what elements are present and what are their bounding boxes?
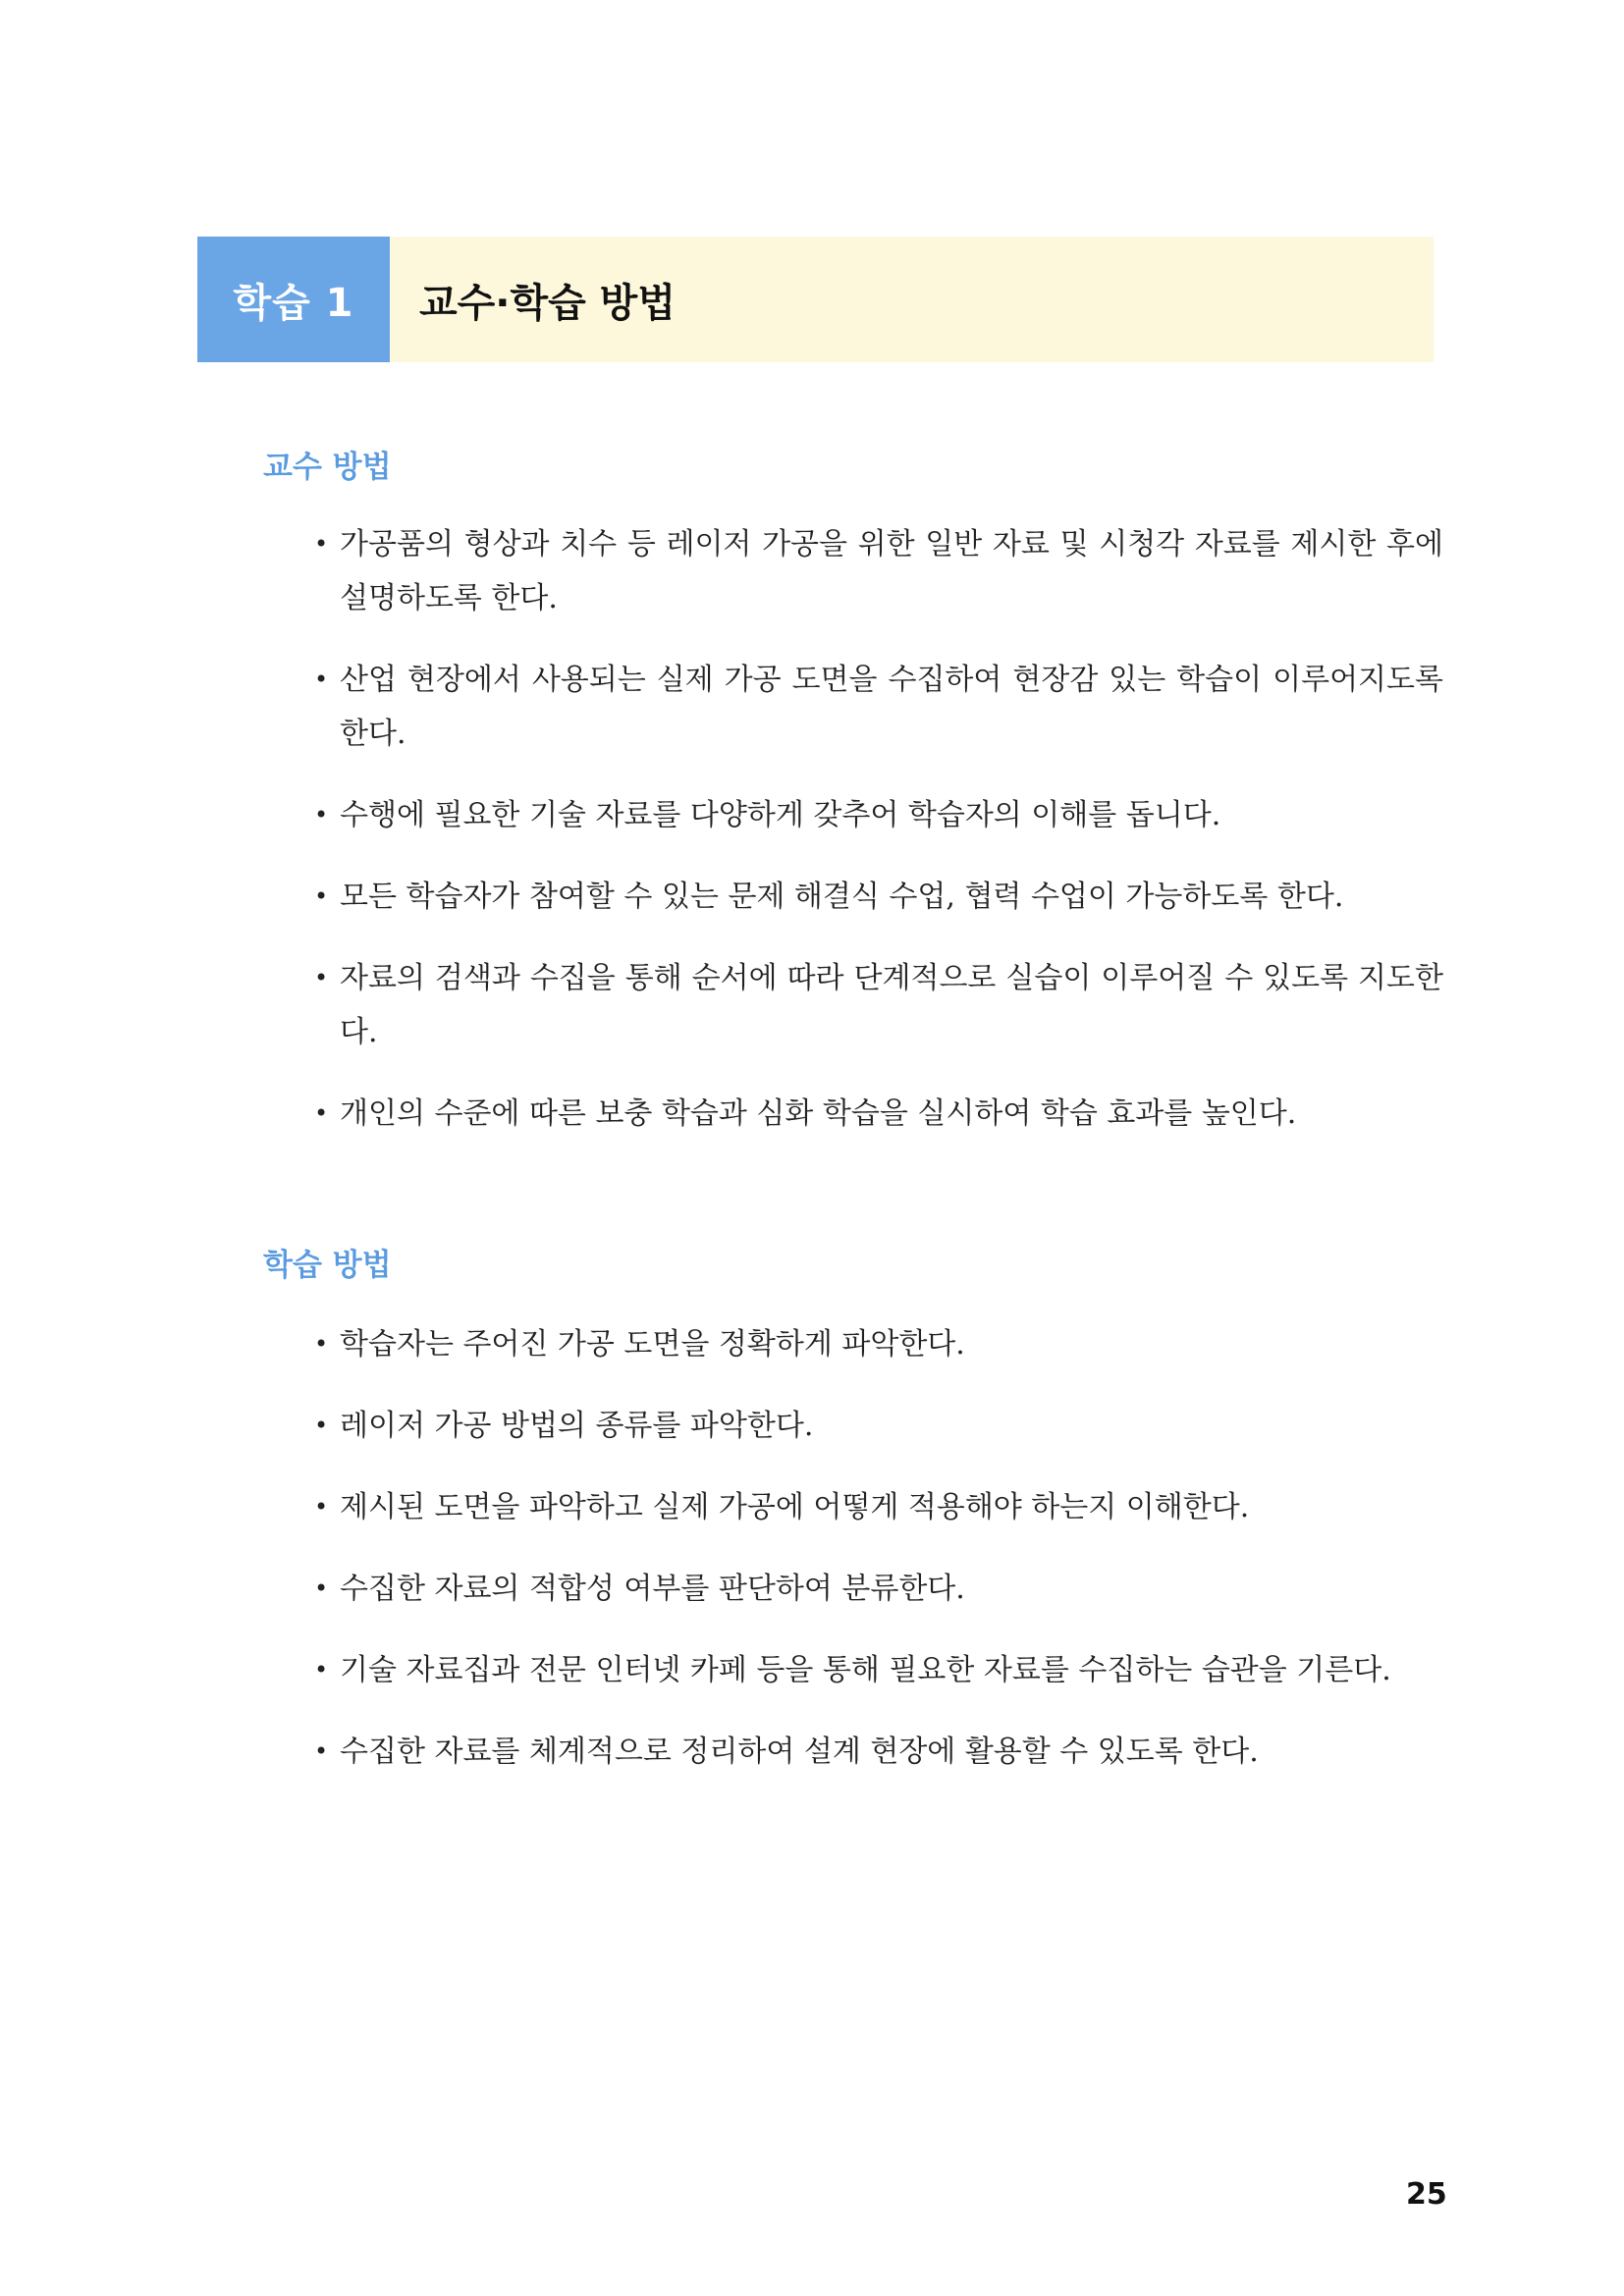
list-item	[314, 1725, 1443, 1779]
chapter-label: 학습 1	[197, 237, 390, 362]
bullet-icon: •	[314, 1330, 329, 1358]
teaching-method-list	[314, 517, 1443, 1168]
bullet-icon: •	[314, 1493, 329, 1521]
list-item	[314, 1643, 1443, 1697]
teaching-method-heading: 교수 방법	[263, 450, 392, 485]
list-item	[314, 1399, 1443, 1453]
list-item-text: 가공품의 형상과 치수 등 레이저 가공을 위한 일반 자료 및 시청각 자료를 제시한 후에 설명하도록 한다.	[340, 527, 1443, 615]
chapter-header	[197, 237, 1434, 362]
bullet-icon: •	[314, 1412, 329, 1439]
list-item-text: 기술 자료집과 전문 인터넷 카페 등을 통해 필요한 자료를 수집하는 습관을 기른다.	[340, 1653, 1391, 1687]
bullet-icon: •	[314, 964, 329, 991]
bullet-icon: •	[314, 801, 329, 828]
list-item	[314, 653, 1443, 761]
list-item-text: 제시된 도면을 파악하고 실제 가공에 어떻게 적용해야 하는지 이해한다.	[340, 1490, 1250, 1524]
bullet-icon: •	[314, 666, 329, 693]
list-item-text: 수집한 자료를 체계적으로 정리하여 설계 현장에 활용할 수 있도록 한다.	[340, 1735, 1259, 1769]
bullet-icon: •	[314, 1737, 329, 1765]
list-item-text: 레이저 가공 방법의 종류를 파악한다.	[340, 1409, 814, 1443]
list-item-text: 개인의 수준에 따른 보충 학습과 심화 학습을 실시하여 학습 효과를 높인다.	[340, 1096, 1297, 1131]
bullet-icon: •	[314, 882, 329, 910]
list-item-text: 수집한 자료의 적합성 여부를 판단하여 분류한다.	[340, 1572, 965, 1606]
list-item	[314, 1317, 1443, 1371]
list-item-text: 수행에 필요한 기술 자료를 다양하게 갖추어 학습자의 이해를 돕니다.	[340, 798, 1221, 832]
list-item	[314, 1480, 1443, 1534]
learning-method-list	[314, 1317, 1443, 1806]
list-item	[314, 951, 1443, 1059]
chapter-title: 교수·학습 방법	[390, 237, 1434, 362]
learning-method-heading: 학습 방법	[263, 1248, 392, 1283]
list-item	[314, 1087, 1443, 1141]
list-item-text: 자료의 검색과 수집을 통해 순서에 따라 단계적으로 실습이 이루어질 수 있도록 지도한다.	[340, 961, 1443, 1049]
bullet-icon: •	[314, 1099, 329, 1127]
list-item-text: 학습자는 주어진 가공 도면을 정확하게 파악한다.	[340, 1327, 965, 1362]
bullet-icon: •	[314, 530, 329, 558]
list-item	[314, 788, 1443, 842]
page-number: 25	[1406, 2177, 1447, 2212]
list-item	[314, 1562, 1443, 1616]
list-item	[314, 870, 1443, 924]
list-item-text: 산업 현장에서 사용되는 실제 가공 도면을 수집하여 현장감 있는 학습이 이루어지도록 한다.	[340, 663, 1443, 751]
list-item-text: 모든 학습자가 참여할 수 있는 문제 해결식 수업, 협력 수업이 가능하도록 한다.	[340, 880, 1344, 914]
list-item	[314, 517, 1443, 625]
bullet-icon: •	[314, 1575, 329, 1602]
bullet-icon: •	[314, 1656, 329, 1683]
